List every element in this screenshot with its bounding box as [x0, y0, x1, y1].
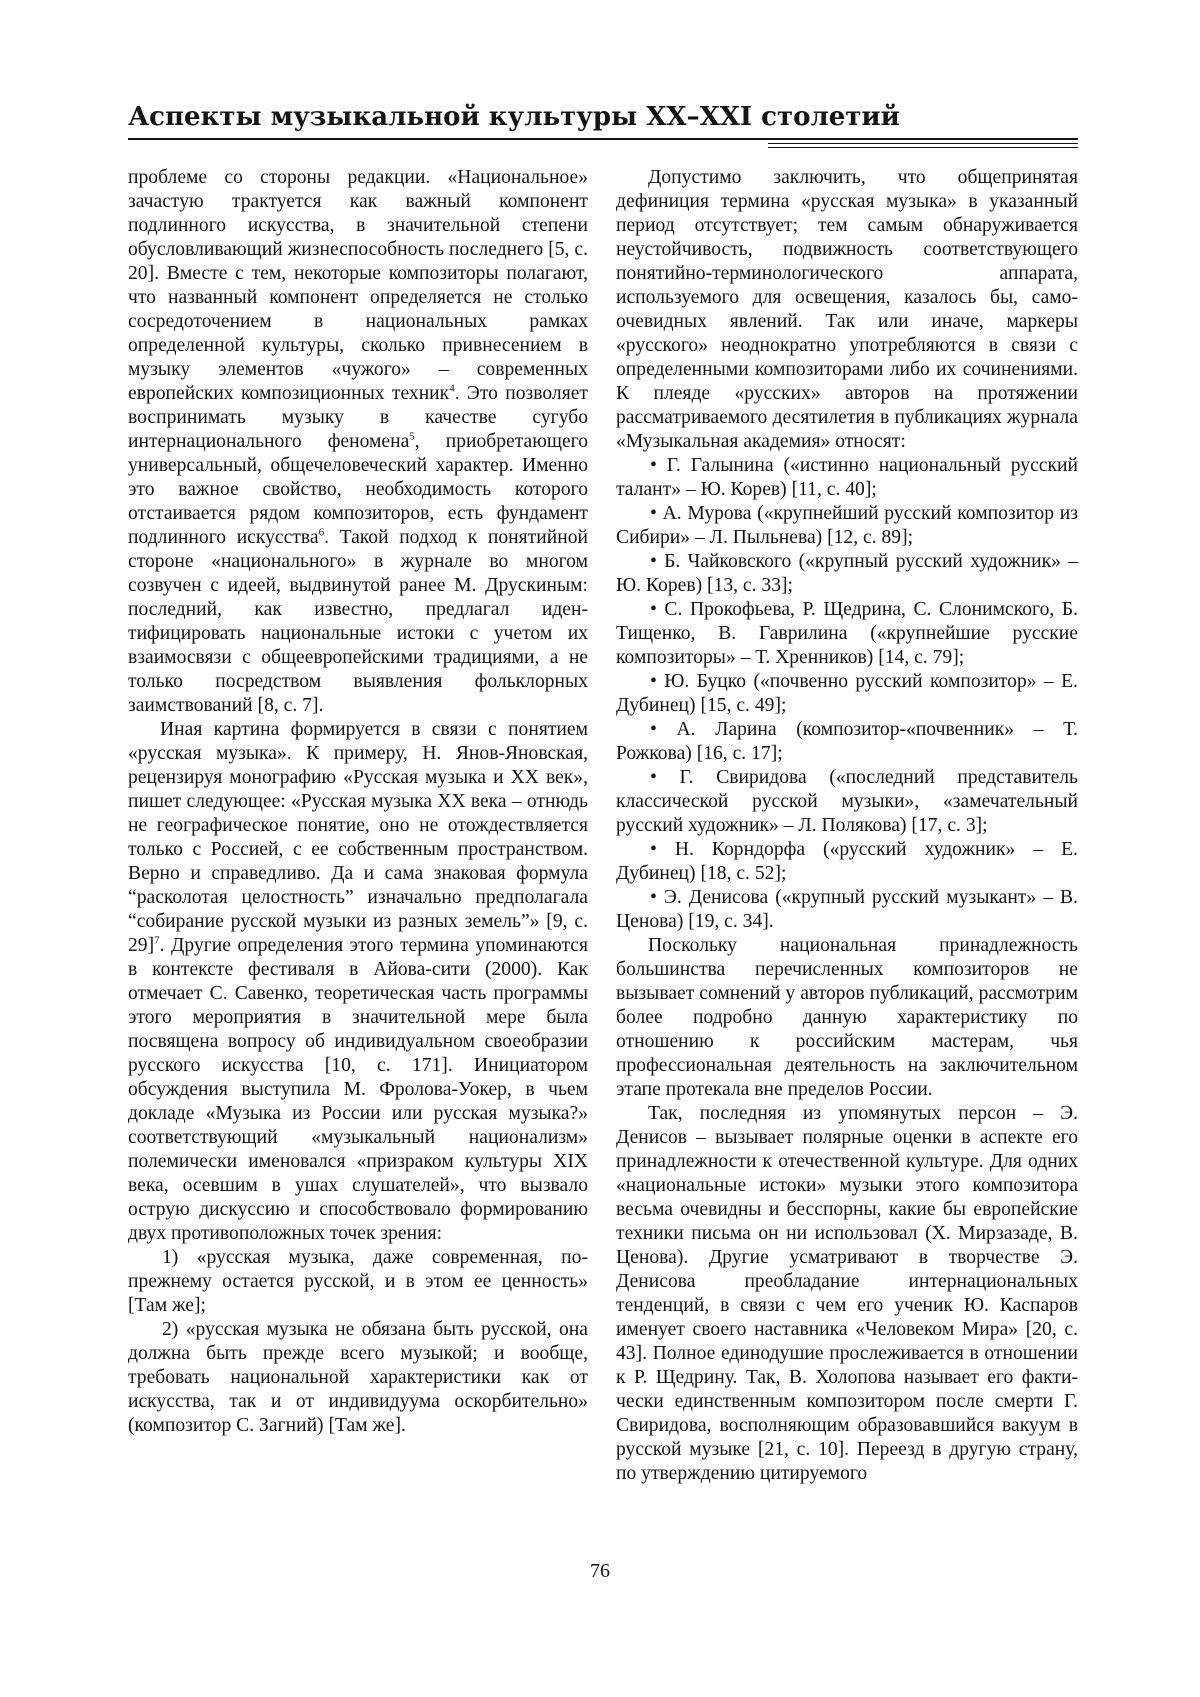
- paragraph: Допустимо заключить, что общепринятая дефиниция термина «русская музыка» в указанный период отсутствует; тем самым обнаруживается неустойчивость, подвижность соответствующего понятийно-терминологического аппарата, используемого для освещения, казалось бы, самоочевидных явлений. Так или иначе, маркеры «русского» неоднократно употребляются в связи с определенными композиторами либо их сочинениями. К плеяде «русских» авторов на протяжении рассматриваемого десятилетия в публикациях журнала «Музыкальная академия» относят:: [616, 167, 1078, 452]
- paragraph-text: проблеме со стороны редакции. «Национальное» зачастую трактуется как важный компонент подлинного искусства, в значительной степени обусловливающий жизнеспособность последнего [5, с. 20]. Вместе с тем, некоторые композиторы полагают, что названный компонент определяется не столько сосредоточением в национальных рамках определенной культуры, сколько привнесением в музыку элементов «чужого» – современных европейских композиционных техник: [128, 167, 588, 404]
- paragraph: Поскольку национальная принадлежность большинства перечисленных композиторов не вызывает сомнений у авторов публикаций, рассмотрим более подробно данную характеристику по отношению к российским мастерам, чья профессиональная деятельность на заключительном этапе протекала вне пределов России.: [616, 935, 1078, 1100]
- paragraph-text: Иная картина формируется в связи с понятием «русская музыка». К примеру, Н. Янов-Яновская, рецензируя монографию «Русская музыка и XX век», пишет следующее: «Русская музыка XX века – отнюдь не географическое понятие, оно не отождествляется только с Россией, с ее собственным пространством. Верно и справедливо. Да и сама знаковая формула “расколотая целостность” изначально предполагала “собирание русской музыки из разных земель”» [9, с. 29]: [128, 719, 588, 956]
- paragraph-text: . Такой подход к понятийной стороне «национального» в журнале во многом созвучен с идеей, выдвинутой ранее М. Друскиным: последний, как известно, предлагал идентифицировать национальные истоки с учетом их взаимосвязи с общеевропейскими традициями, а не только посредством выявления фольклорных заимствований [8, с. 7].: [128, 527, 588, 716]
- footnote-ref: 6: [318, 526, 325, 539]
- header-rule-double-bottom: [768, 147, 1078, 148]
- numbered-item: 2) «русская музыка не обязана быть русской, она должна быть прежде всего музыкой; и вообще, требовать национальной характеристики как от искусства, так и от индивидуума оскорбительно» (композитор С. Загний) [Там же].: [128, 1319, 588, 1436]
- running-header: [128, 100, 1078, 134]
- bullet-item: • С. Прокофьева, Р. Щедрина, С. Слонимского, Б. Тищенко, В. Гаврилина («крупнейшие русские композиторы» – Т. Хренников) [14, с. 79];: [616, 599, 1078, 668]
- header-rule: [128, 138, 1078, 140]
- paragraph: Так, последняя из упомянутых персон – Э. Денисов – вызывает полярные оценки в аспекте его принадлежности к отечественной культуре. Для одних «национальные истоки» музыки этого композитора весьма очевидны и бесспорны, какие бы европейские техники письма он ни использовал (Х. Мирзазаде, В. Ценова). Другие усматривают в творчестве Э. Денисова преобладание интернациональных тенденций, в связи с чем его ученик Ю. Каспаров именует своего наставника «Человеком Мира» [20, с. 43]. Полное единодушие прослеживается в отношении к Р. Щедрину. Так, В. Холопова называет его фактически единственным композитором после смерти Г. Свиридова, восполняющим образовавшийся вакуум в русской музыке [21, с. 10]. Переезд в другую страну, по утверждению цитируемого: [616, 1103, 1078, 1484]
- footnote-ref: 5: [409, 430, 415, 443]
- bullet-item: • Г. Свиридова («последний представитель классической русской музыки», «замечательный русский художник» – Л. Полякова) [17, с. 3];: [616, 767, 1078, 836]
- right-column: [616, 166, 1078, 1486]
- header-rule-double-top: [768, 143, 1078, 144]
- bullet-item: • А. Мурова («крупнейший русский композитор из Сибири» – Л. Пыльнева) [12, с. 89];: [616, 503, 1078, 548]
- footnote-ref: 7: [154, 934, 160, 947]
- bullet-item: • Н. Корндорфа («русский художник» – Е. Дубинец) [18, с. 52];: [616, 839, 1078, 884]
- paragraph: [128, 718, 588, 1246]
- page-number: 76: [590, 1560, 610, 1582]
- running-title: Аспекты музыкальной культуры XX–XXI столетий: [128, 102, 900, 132]
- paragraph-text: . Это позволяет воспринимать музыку в качестве сугубо интернационального феномена: [128, 383, 588, 452]
- numbered-item: 1) «русская музыка, даже современная, по-прежнему остается русской, и в этом ее ценность» [Там же];: [128, 1247, 588, 1316]
- bullet-item: • Б. Чайковского («крупный русский художник» – Ю. Корев) [13, с. 33];: [616, 551, 1078, 596]
- bullet-item: • Ю. Буцко («почвенно русский композитор» – Е. Дубинец) [15, с. 49];: [616, 671, 1078, 716]
- bullet-item: • Г. Галынина («истинно национальный русский талант» – Ю. Корев) [11, с. 40];: [616, 455, 1078, 500]
- bullet-item: • Э. Денисова («крупный русский музыкант» – В. Ценова) [19, с. 34].: [616, 887, 1078, 932]
- bullet-item: • А. Ларина (композитор-«почвенник» – Т. Рожкова) [16, с. 17];: [616, 719, 1078, 764]
- left-column: [128, 166, 588, 1438]
- paragraph-text: . Другие определения этого термина упоминаются в контексте фестиваля в Айова-сити (2000). Как отмечает С. Савенко, теоретическая часть программы этого мероприятия в значительной мере была посвящена вопросу об индивидуальном своеобразии русского искусства [10, с. 171]. Инициатором обсуждения выступила М. Фролова-Уокер, в чьем докладе «Музыка из России или русская музыка?» соответствующий «музыкальный национализм» полемически именовался «призраком культуры XIX века, осевшим в ушах слушателей», что вызвало острую дискуссию и способствовало формированию двух противоположных точек зрения:: [128, 935, 588, 1244]
- paragraph-text: , приобретающего универсальный, общечеловеческий характер. Именно это важное свойство, необходимость которого отстаивается рядом композиторов, есть фундамент подлинного искусства: [128, 431, 588, 548]
- paragraph: [128, 166, 588, 718]
- footnote-ref: 4: [449, 382, 455, 395]
